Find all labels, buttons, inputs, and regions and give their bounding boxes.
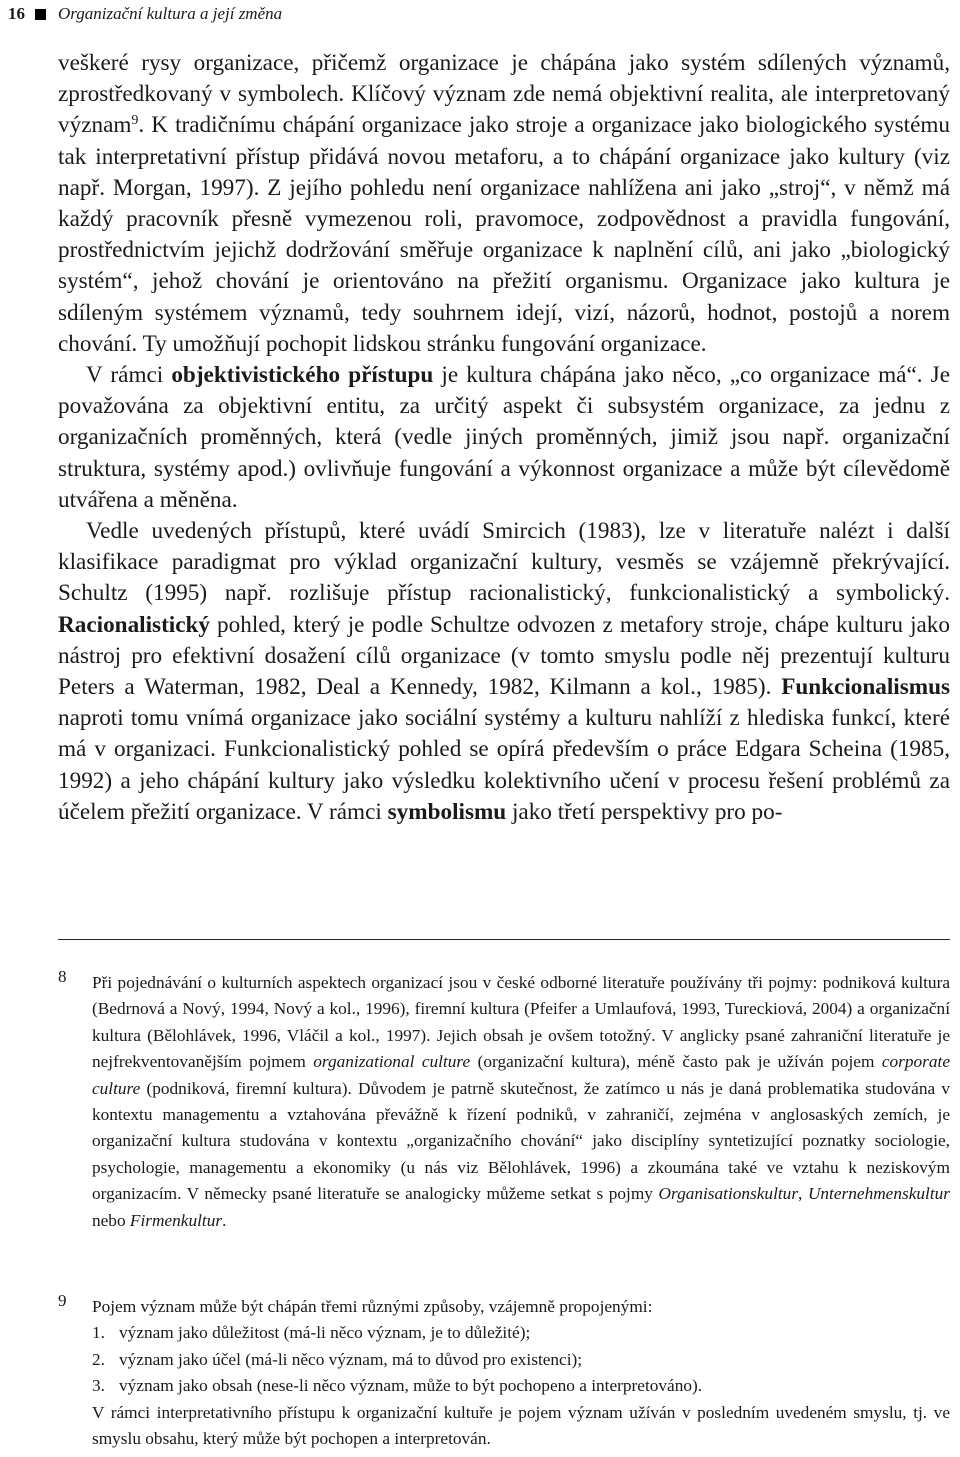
term-functionalism: Funkcionalismus <box>781 674 950 701</box>
text-run: Vedle uvedených přístupů, které uvádí Smircich (1983), lze v literatuře nalézt i další klasifikace paradigmat pro výklad organizační kultury, vesměs se vzájemně překrývající. Schultz (1995) např. rozlišuje přístup racionalistický, funkcionalistický a symbolický. <box>58 518 950 607</box>
text-run: naproti tomu vnímá organizace jako sociální systémy a kulturu nahlíží z hlediska funkcí, které má v organizaci. Funkcionalistický pohled se opírá především o práce Edgara Scheina (1985, 1992) a jeho chápání kultury jako výsledku kolektivního učení v procesu řešení problémů za účelem přežití organizace. V rámci <box>58 705 950 825</box>
footnote-mark: 9 <box>58 1291 67 1310</box>
footnote-8 <box>58 967 951 1234</box>
list-number: 2. <box>92 1349 105 1369</box>
footnote-body <box>92 970 950 1234</box>
text-run: je kultura chápána jako něco, „co organizace má“. Je považována za objektivní entitu, za určitý aspekt či subsystém organizace, za jednu z organizačních proměnných, která (vedle jiných proměnných, jimiž jsou např. organizační struktura, systémy apod.) ovlivňuje fungování a výkonnost organizace a může být cílevědomě utvářena a měněna. <box>58 362 950 513</box>
page-number: 16 <box>8 4 25 23</box>
list-item <box>92 1373 950 1399</box>
running-header <box>8 4 282 24</box>
term-objectivist-approach: objektivistického přístupu <box>171 362 434 389</box>
paragraph-3 <box>58 516 950 828</box>
running-title: Organizační kultura a její změna <box>58 4 283 23</box>
italic-term: Unternehmenskultur <box>807 1184 951 1204</box>
italic-term: corporate culture <box>92 1052 950 1098</box>
body-text <box>58 48 950 828</box>
list-item <box>92 1320 950 1346</box>
meaning-list <box>92 1320 950 1399</box>
text-run: jako třetí perspektivy pro po- <box>506 798 783 825</box>
footnote-outro: V rámci interpretativního přístupu k organizační kultuře je pojem význam užíván v posledním uvedeném smyslu, tj. ve smyslu obsahu, který může být pochopen a interpretován. <box>92 1402 950 1449</box>
paragraph-2 <box>58 360 950 516</box>
list-number: 1. <box>92 1323 105 1343</box>
text-run: V rámci <box>86 362 172 389</box>
list-text: význam jako důležitost (má-li něco význam, je to důležité); <box>119 1323 531 1343</box>
text-run: (podniková, firemní kultura). Důvodem je patrně skutečnost, že zatímco u nás je daná problematika studována v kontextu managementu a vztahována převážně k řízení podniků, v zahraničí, zejména v anglosaských zemích, je organizační kultura studována v kontextu „organizačního chování“ jako disciplíny syntetizující poznatky sociologie, psychologie, managementu a ekonomiky (u nás viz Bělohlávek, 1996) a zkoumána také ve vztahu k neziskovým organizacím. V německy psané literatuře se analogicky můžeme setkat s pojmy <box>92 1078 950 1204</box>
term-rationalist: Racionalistický <box>58 611 211 638</box>
text-run: . <box>222 1210 227 1230</box>
text-run: nebo <box>92 1210 130 1230</box>
list-number: 3. <box>92 1376 105 1396</box>
text-run: . K tradičnímu chápání organizace jako stroje a organizace jako biologického systému tak interpretativní přístup přidává novou metaforu, a to chápání organizace jako kultury (viz např. Morgan, 1997). Z jejího pohledu není organizace nahlížena ani jako „stroj“, v němž má každý pracovník přesně vymezenou roli, pravomoce, zodpovědnost a pravidla fungování, prostřednictvím jejichž dodržování směřuje organizace k naplnění cílů, ani jako „biologický systém“, jehož chování je orientováno na přežití organismu. Organizace jako kultura je sdíleným systémem významů, tedy souhrnem idejí, vizí, názorů, hodnot, postojů a norem chování. Ty umožňují pochopit lidskou stránku fungování organizace. <box>58 112 950 357</box>
list-item <box>92 1347 950 1373</box>
text-run: pohled, který je podle Schultze odvozen z metafory stroje, chápe kulturu jako nástroj pro efektivní dosažení cílů organizace (v tomto smyslu podle něj prezentují kulturu Peters a Waterman, 1982, Deal a Kennedy, 1982, Kilmann a kol., 1985). <box>58 611 950 701</box>
text-run: veškeré rysy organizace, přičemž organizace je chápána jako systém sdílených významů, zprostředkovaný v symbolech. Klíčový význam zde nemá objektivní realita, ale interpretovaný význam <box>58 50 950 139</box>
text-run: (organizační kultura), méně často pak je užíván pojem <box>470 1052 882 1072</box>
italic-term: organizational culture <box>313 1052 471 1072</box>
footnote-ref-9: 9 <box>131 113 139 129</box>
footnote-separator <box>58 939 950 940</box>
text-run: , <box>798 1184 808 1204</box>
list-text: význam jako účel (má-li něco význam, má to důvod pro existenci); <box>119 1349 583 1369</box>
paragraph-1 <box>58 48 950 360</box>
term-symbolism: symbolismu <box>387 798 507 825</box>
footnote-body <box>92 1294 950 1452</box>
italic-term: Organisationskultur <box>658 1184 799 1204</box>
footnote-mark: 8 <box>58 967 67 986</box>
footnote-9 <box>58 1291 950 1452</box>
list-text: význam jako obsah (nese-li něco význam, může to být pochopeno a interpretováno). <box>119 1376 703 1396</box>
italic-term: Firmenkultur <box>129 1210 223 1230</box>
footnote-intro: Pojem význam může být chápán třemi různými způsoby, vzájemně propojenými: <box>92 1297 653 1316</box>
square-bullet-icon <box>35 9 46 20</box>
text-run: Při pojednávání o kulturních aspektech organizací jsou v české odborné literatuře používány tři pojmy: podniková kultura (Bedrnová a Nový, 1994, Nový a kol., 1996), firemní kultura (Pfeifer a Umlaufová, 1993, Tureckiová, 2004) a organizační kultura (Bělohlávek, 1996, Vláčil a kol., 1997). Jejich obsah je ovšem totožný. V anglicky psané zahraniční literatuře je nejfrekventovanějším pojmem <box>92 973 950 1072</box>
